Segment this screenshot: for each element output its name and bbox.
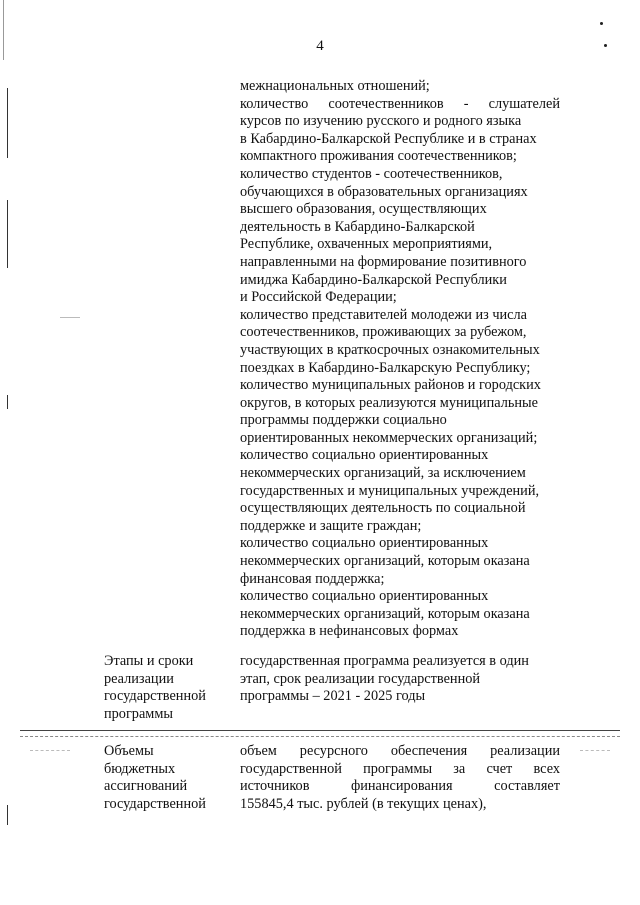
list-line: государственных и муниципальных учреждений, xyxy=(240,482,540,499)
list-line: участвующих в краткосрочных ознакомительных xyxy=(240,341,540,358)
list-line: имиджа Кабардино-Балкарской Республики xyxy=(240,271,507,288)
list-line: некоммерческих организаций, которым оказана xyxy=(240,605,530,622)
list-line: Республике, охваченных мероприятиями, xyxy=(240,236,493,253)
margin-mark xyxy=(3,0,4,60)
list-line: количество соотечественников - слушателей xyxy=(240,95,560,112)
section-divider xyxy=(20,730,620,731)
label-line: бюджетных xyxy=(104,760,176,777)
scan-dash xyxy=(580,750,610,751)
section-divider xyxy=(20,736,620,737)
list-line: соотечественников, проживающих за рубежом, xyxy=(240,324,527,341)
list-line: количество социально ориентированных xyxy=(240,447,489,464)
list-line: курсов по изучению русского и родного языка xyxy=(240,113,522,130)
scan-dot xyxy=(604,44,607,47)
list-line: поездках в Кабардино-Балкарскую Республику; xyxy=(240,359,531,376)
text-line: этап, срок реализации государственной xyxy=(240,670,481,687)
list-line: направленными на формирование позитивного xyxy=(240,253,527,270)
page-number: 4 xyxy=(316,38,324,54)
label-line: программы xyxy=(104,705,174,722)
scan-dash xyxy=(60,317,80,318)
list-line: в Кабардино-Балкарской Республике и в странах xyxy=(240,130,537,147)
label-line: Объемы xyxy=(104,743,154,759)
margin-mark xyxy=(7,805,8,825)
list-line: количество муниципальных районов и городских xyxy=(240,377,541,394)
margin-mark xyxy=(7,88,8,158)
stages-text xyxy=(240,653,560,706)
text-line: 155845,4 тыс. рублей (в текущих ценах), xyxy=(240,795,487,812)
list-line: обучающихся в образовательных организациях xyxy=(240,183,528,200)
margin-mark xyxy=(7,200,8,268)
label-line: Этапы и сроки xyxy=(104,653,194,669)
list-line: финансовая поддержка; xyxy=(240,570,385,587)
label-line: реализации xyxy=(104,670,174,687)
list-line: некоммерческих организаций, которым оказана xyxy=(240,553,530,570)
list-line: и Российской Федерации; xyxy=(240,289,397,306)
list-line: компактного проживания соотечественников; xyxy=(240,148,517,165)
objectives-indicators-list xyxy=(240,78,560,641)
budget-text xyxy=(240,743,560,813)
list-line: количество студентов - соотечественников, xyxy=(240,165,503,182)
list-line: осуществляющих деятельность по социальной xyxy=(240,500,526,517)
text-line: программы – 2021 - 2025 годы xyxy=(240,688,426,705)
list-line: межнациональных отношений; xyxy=(240,78,430,94)
budget-label xyxy=(104,743,229,813)
list-line: количество социально ориентированных xyxy=(240,535,489,552)
label-line: ассигнований xyxy=(104,778,188,795)
label-line: государственной xyxy=(104,688,206,705)
list-line: поддержка в нефинансовых формах xyxy=(240,623,459,640)
scan-dot xyxy=(600,22,603,25)
list-line: некоммерческих организаций, за исключением xyxy=(240,465,526,482)
scan-dash xyxy=(30,750,70,751)
list-line: поддержке и защите граждан; xyxy=(240,517,422,534)
margin-mark xyxy=(7,395,8,409)
list-line: высшего образования, осуществляющих xyxy=(240,201,487,218)
label-line: государственной xyxy=(104,795,206,812)
list-line: программы поддержки социально xyxy=(240,412,447,429)
text-line: источников финансирования составляет xyxy=(240,778,560,795)
text-line: объем ресурсного обеспечения реализации xyxy=(240,743,560,759)
text-line: государственной программы за счет всех xyxy=(240,760,560,777)
stages-label xyxy=(104,653,229,723)
text-line: государственная программа реализуется в один xyxy=(240,653,529,669)
list-line: ориентированных некоммерческих организаций; xyxy=(240,429,538,446)
list-line: округов, в которых реализуются муниципальные xyxy=(240,394,538,411)
list-line: количество представителей молодежи из числа xyxy=(240,306,528,323)
list-line: количество социально ориентированных xyxy=(240,588,489,605)
list-line: деятельность в Кабардино-Балкарской xyxy=(240,218,475,235)
